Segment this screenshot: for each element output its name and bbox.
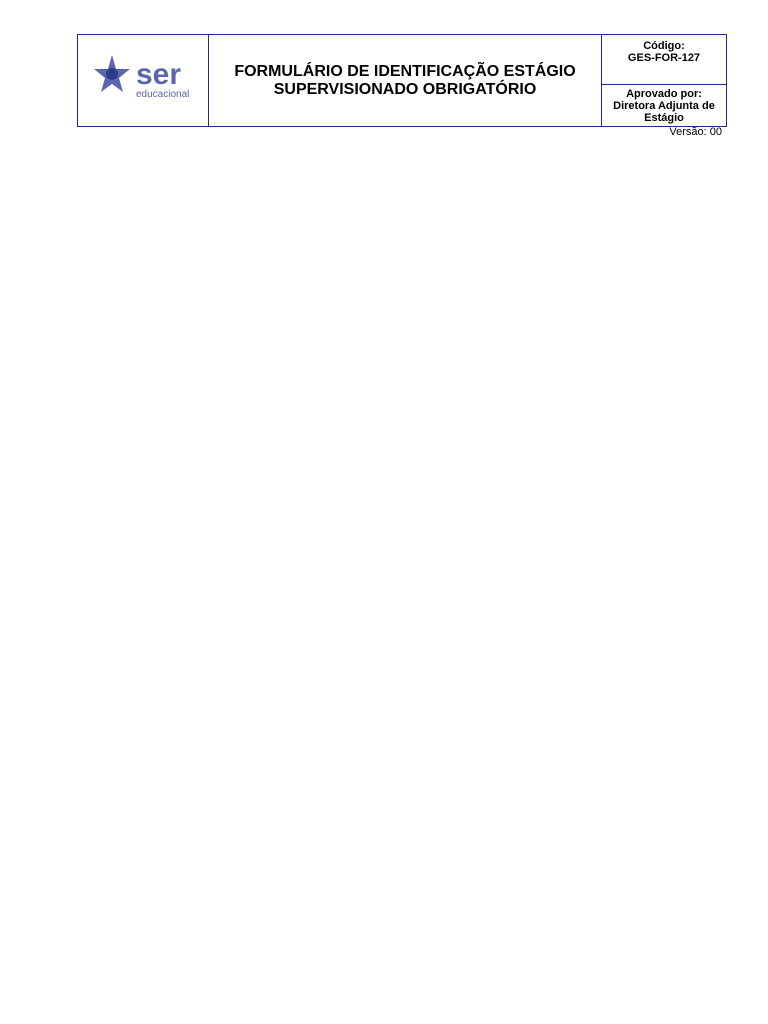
logo-subtext: educacional [136,89,190,100]
ser-educacional-logo [78,35,206,125]
document-header [77,34,727,127]
star-icon [94,55,130,92]
code-box [602,35,726,85]
title-line-1: FORMULÁRIO DE IDENTIFICAÇÃO ESTÁGIO [234,62,576,80]
title-line-2: SUPERVISIONADO OBRIGATÓRIO [273,80,537,98]
meta-cell [602,35,726,126]
version-label: Versão: 00 [669,126,722,138]
logo-cell [78,35,209,126]
code-label: Código: [643,40,685,52]
code-value: GES-FOR-127 [627,52,701,64]
approval-box [602,85,726,124]
approved-value: Diretora Adjunta de Estágio [613,100,715,124]
form-title [209,35,602,126]
approved-label: Aprovado por: [626,88,702,100]
logo-text: ser [136,58,182,91]
